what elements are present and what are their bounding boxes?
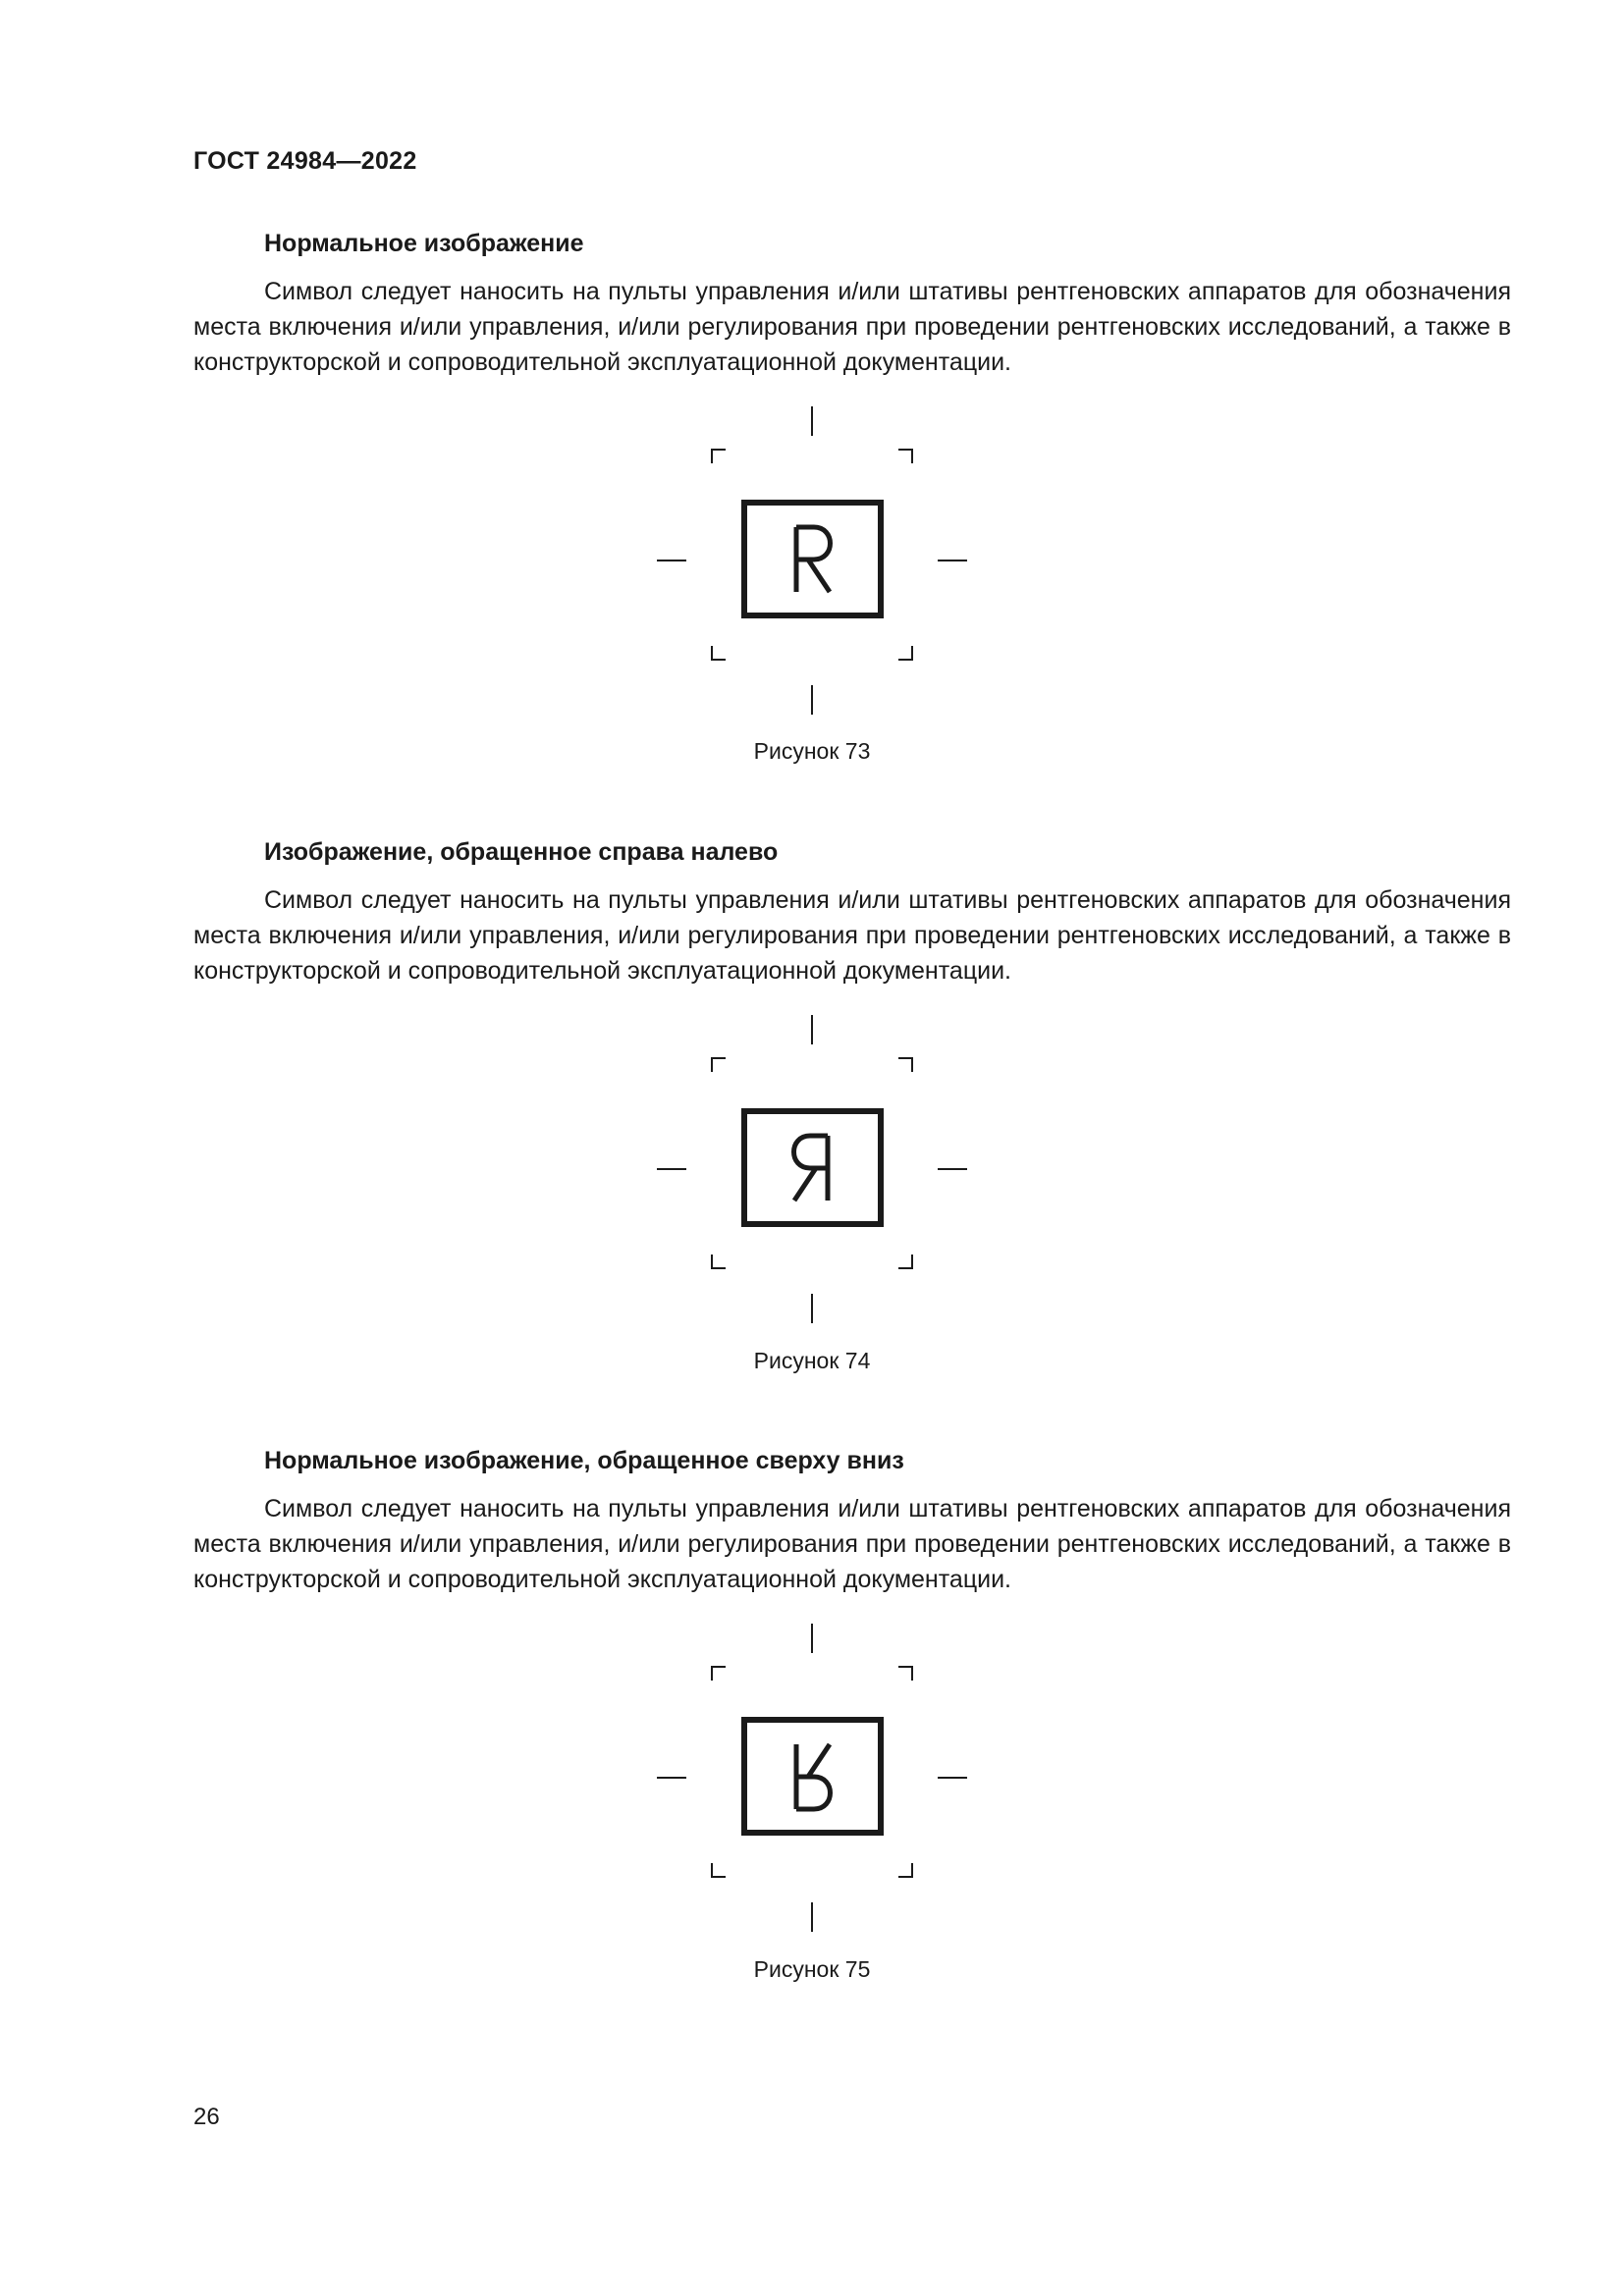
- figure-75: [0, 1620, 1624, 1934]
- document-id: ГОСТ 24984—2022: [193, 147, 417, 175]
- section-mirrored-image: [193, 836, 1511, 988]
- section-heading: Изображение, обращенное справа налево: [264, 838, 779, 866]
- x-ray-r-symbol-mirrored-icon: [655, 1011, 969, 1325]
- figure-caption: Рисунок 74: [753, 1348, 871, 1373]
- section-text: Символ следует наносить на пульты управления и/или штативы рентгеновских аппаратов для обозначения места включения и/или управления, и/или регулирования при проведении рентгеновских исследований, а также в конструкторской и сопроводительной эксплуатационной документации.: [193, 1495, 1511, 1593]
- section-text: Символ следует наносить на пульты управления и/или штативы рентгеновских аппаратов для обозначения места включения и/или управления, и/или регулирования при проведении рентгеновских исследований, а также в конструкторской и сопроводительной эксплуатационной документации.: [193, 278, 1511, 376]
- page-number: 26: [193, 2104, 220, 2130]
- section-flipped-image: [193, 1445, 1511, 1597]
- x-ray-r-symbol-normal-icon: [655, 402, 969, 717]
- section-heading: Нормальное изображение: [264, 230, 584, 257]
- x-ray-r-symbol-flipped-icon: [655, 1620, 969, 1934]
- section-normal-image: [193, 228, 1511, 380]
- figure-caption: Рисунок 73: [753, 738, 871, 764]
- figure-74: [0, 1011, 1624, 1325]
- figure-caption: Рисунок 75: [753, 1956, 871, 1982]
- section-heading: Нормальное изображение, обращенное сверху вниз: [264, 1447, 904, 1474]
- section-text: Символ следует наносить на пульты управления и/или штативы рентгеновских аппаратов для обозначения места включения и/или управления, и/или регулирования при проведении рентгеновских исследований, а также в конструкторской и сопроводительной эксплуатационной документации.: [193, 886, 1511, 985]
- figure-73: [0, 402, 1624, 717]
